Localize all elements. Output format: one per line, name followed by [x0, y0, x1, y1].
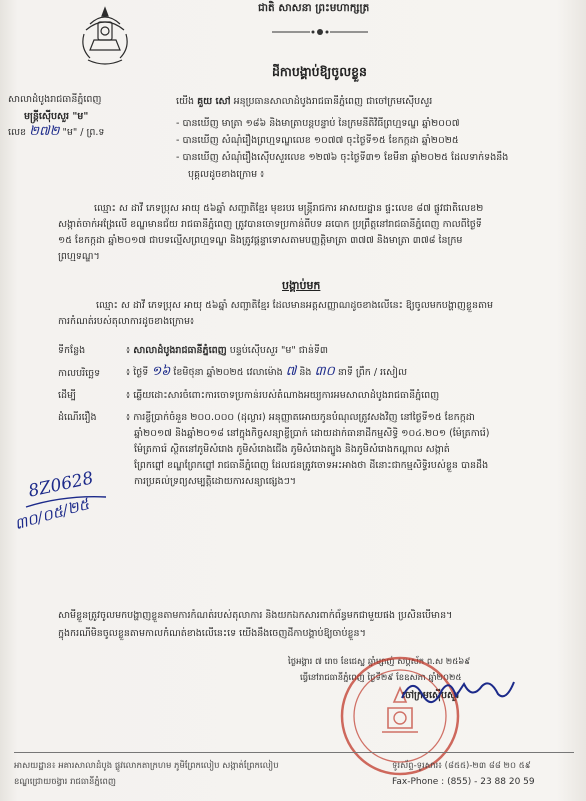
stamp-number: 8Z0628: [26, 468, 96, 502]
time-label: កាលបរិច្ឆេទ: [58, 368, 101, 379]
ref-prefix: លេខ: [8, 127, 27, 138]
footer-divider: [14, 752, 574, 753]
legal-basis-1: - បានឃើញ មាត្រា ១៨៦ និងមាត្រាបន្តបន្ទាប់ នៃក្រមនីតិវិធីព្រហ្មទណ្ឌ ឆ្នាំ២០០៧: [176, 118, 460, 129]
time-minute-handwritten: ៣០: [314, 364, 335, 379]
time-middle: ខែមិថុនា ឆ្នាំ២០២៥ វេលាម៉ោង: [173, 367, 283, 378]
time-day-prefix: ថ្ងៃទី: [133, 367, 149, 378]
stamp-date: ៣០/០៥/២៥: [12, 494, 92, 534]
person-line-4: ព្រហ្មទណ្ឌ។: [58, 251, 100, 262]
footer-fax-phone: Fax-Phone : (855) - 23 88 20 59: [392, 777, 535, 787]
remark-line-1: ៖ ការខ្ចីប្រាក់ចំនួន ២០០.០០០ (ដុល្លារ) អនុញ្ញាតអោយកូនបំណុលត្រូវសងវិញ នៅថ្ងៃទី១៥ ខែកក្កដា: [126, 412, 475, 423]
made-at: ធ្វើនៅរាជធានីភ្នំពេញ ថ្ងៃទី២៩ ខែឧសភា ឆ្នាំ២០២៥: [300, 673, 462, 683]
court-name: សាលាដំបូងរាជធានីភ្នំពេញ: [8, 94, 102, 105]
person-line-1: ឈ្មោះ ស ដាវី ភេទប្រុស អាយុ ៥៦ឆ្នាំ សញ្ជាតិខ្មែរ មុខរបរ មន្ត្រីរាជការ អាសយដ្ឋាន ផ្ទះលេខ ៨៧ ផ្លូវជាតិលេខ២: [94, 203, 484, 214]
footer-address-1: អាសយដ្ឋាន៖ អគារសាលាដំបូង ផ្លូវលោកតាក្រហម ភូមិព្រែកលៀប សង្កាត់ព្រែកលៀប: [14, 761, 279, 771]
remark-line-2: ឆ្នាំ២០១៧ និងឆ្នាំ២០១៨ នៅក្នុងកិច្ចសន្យាខ្ចីប្រាក់ ដោយដាក់ធានាដីកម្មសិទ្ធិ ១០៤.២០១ (ម៉ែត្រការ៉េ): [134, 428, 490, 439]
ref-suffix: "ម" / ព្រ.ទ: [62, 127, 105, 138]
place-rest: បន្ទប់ស៊ើបសួរ "ម" ជាន់ទី៣: [229, 345, 328, 356]
lunar-date: ថ្ងៃអង្គារ ៧ រោច ខែជេស្ឋ ឆ្នាំម្សាញ់ សប្តស័ក ព.ស ២៥៦៩: [288, 657, 471, 667]
place-value: សាលាដំបូងរាជធានីភ្នំពេញ: [133, 345, 227, 356]
time-row: ៖ ថ្ងៃទី ១៦ ខែមិថុនា ឆ្នាំ២០២៥ វេលាម៉ោង ៧ និង ៣០ នាទី ព្រឹក / រសៀល: [126, 364, 407, 379]
decorative-divider-icon: [270, 28, 370, 36]
royal-emblem-icon: [72, 4, 138, 70]
judge-name: គួយ សៅ: [197, 96, 231, 107]
time-hour-handwritten: ៧: [285, 364, 297, 379]
document-title: ដីកាបង្គាប់ឱ្យចូលខ្លួន: [272, 64, 367, 79]
handwritten-signature-icon: [398, 672, 518, 708]
place-label: ទីកន្លែង: [58, 345, 86, 356]
legal-basis-4: បុគ្គលដូចខាងក្រោម ៖: [188, 169, 265, 180]
closing-line-2: ក្នុងករណីមិនចូលខ្លួនតាមកាលកំណត់ខាងលើនេះទេ យើងនឹងចេញដីកាបង្គាប់ឱ្យចាប់ខ្លួន។: [58, 628, 366, 639]
purpose-row: ៖ ឆ្លើយដោះសារចំពោះការចោទប្រកាន់របស់តំណាងអយ្យការអមសាលាដំបូងរាជធានីភ្នំពេញ: [126, 390, 440, 401]
footer-address-2: ខណ្ឌជ្រោយចង្វារ រាជធានីភ្នំពេញ: [14, 777, 116, 787]
time-period: នាទី ព្រឹក / រសៀល: [337, 367, 407, 378]
footer-phone-khmer: ទូរស័ព្ទ-ទូរសារ៖ (៨៥៥)-២៣ ៨៨ ២០ ៥៩: [392, 761, 531, 771]
order-title: បង្គាប់មក: [282, 279, 321, 292]
remark-line-3: ម៉ែត្រការ៉េ ស្ថិតនៅភូមិសំរោង ភូមិសំរោងជើង ភូមិសំរោងត្បូង និងភូមិសំរោងកណ្តាល សង្កាត់: [134, 444, 450, 455]
time-minute-prefix: និង: [299, 367, 312, 378]
reference-number: [8, 126, 104, 139]
remark-line-5: ការប្រគល់ទ្រព្យសម្បត្តិដោយការសន្យាផ្សេងៗ។: [134, 476, 297, 487]
dept-label-text: មន្ត្រីស៊ើបសួរ: [24, 111, 70, 122]
remark-line-4: ព្រែកព្នៅ ខណ្ឌព្រែកព្នៅ រាជធានីភ្នំពេញ ដែលជនត្រូវចោទអះអាងថា ដីនោះជាកម្មសិទ្ធិរបស់ខ្លួន បានដឹង: [134, 460, 489, 471]
place-row: ៖ សាលាដំបូងរាជធានីភ្នំពេញ បន្ទប់ស៊ើបសួរ "ម" ជាន់ទី៣: [126, 345, 328, 356]
purpose-label: ដើម្បី: [58, 390, 76, 401]
time-day-handwritten: ១៦: [151, 364, 171, 379]
purpose-value: ឆ្លើយដោះសារចំពោះការចោទប្រកាន់របស់តំណាងអយ្យការអមសាលាដំបូងរាជធានីភ្នំពេញ: [133, 390, 440, 401]
closing-line-1: សាមីខ្លួនត្រូវចូលមកបង្ហាញខ្លួនតាមការកំណត់របស់តុលាការ និងយកឯកសារពាក់ព័ន្ធមកជាមួយផង ប្រសិនបើមាន។: [58, 610, 453, 621]
person-line-2: សង្កាត់ចាក់អង្រែលើ ខណ្ឌមានជ័យ រាជធានីភ្នំពេញ ត្រូវបានចោទប្រកាន់ពីបទ ឆបោក ប្រព្រឹត្តនៅរាជធានីភ្នំពេញ កាលពីថ្ងៃទី: [58, 219, 482, 230]
order-intro-2: ការកំណត់របស់តុលាការដូចខាងក្រោម៖: [58, 316, 195, 327]
person-line-3: ១៥ ខែកក្កដា ឆ្នាំ២០១៧ ជាបទល្មើសព្រហ្មទណ្ឌ និងត្រូវផ្តន្ទាទោសតាមបញ្ញត្តិមាត្រា ៣៧៧ និងមាត្រា ៣៧៨ នៃក្រម: [58, 235, 463, 246]
dept-code: "ម": [72, 111, 89, 122]
ref-number-handwritten: ២៧២: [29, 124, 60, 139]
remark-text-1: ការខ្ចីប្រាក់ចំនួន ២០០.០០០ (ដុល្លារ) អនុញ្ញាតអោយកូនបំណុលត្រូវសងវិញ នៅថ្ងៃទី១៥ ខែកក្កដា: [133, 412, 475, 423]
legal-basis-3: - បានឃើញ សំណុំរឿងស៊ើបសួរលេខ ១២៧៦ ចុះថ្ងៃទី៣១ ខែមីនា ឆ្នាំ២០២៥ ដែលទាក់ទងនឹង: [176, 152, 509, 163]
kingdom-motto: ជាតិ សាសនា ព្រះមហាក្សត្រ: [258, 2, 370, 14]
legal-basis-2: - បានឃើញ សំណុំរឿងព្រហ្មទណ្ឌលេខ ១០៧៧ ចុះថ្ងៃទី១៥ ខែកក្កដា ឆ្នាំ២០២៥: [176, 135, 459, 146]
intro-lead-word: យើង: [176, 96, 195, 107]
order-intro-1: ឈ្មោះ ស ដាវី ភេទប្រុស អាយុ ៥៦ឆ្នាំ សញ្ជាតិខ្មែរ ដែលមានអត្តសញ្ញាណដូចខាងលើនេះ ឱ្យចូលមកបង្ហាញខ្លួនតាម: [96, 300, 494, 311]
remark-label: ដំណើររឿង: [58, 412, 97, 423]
intro-lead: [176, 96, 432, 108]
department-label: [24, 111, 88, 123]
judge-title: អនុប្រធានសាលាដំបូងរាជធានីភ្នំពេញ ជាចៅក្រមស៊ើបសួរ: [233, 96, 433, 107]
signer-title: ចៅក្រមស៊ើបសួរ: [402, 690, 460, 701]
